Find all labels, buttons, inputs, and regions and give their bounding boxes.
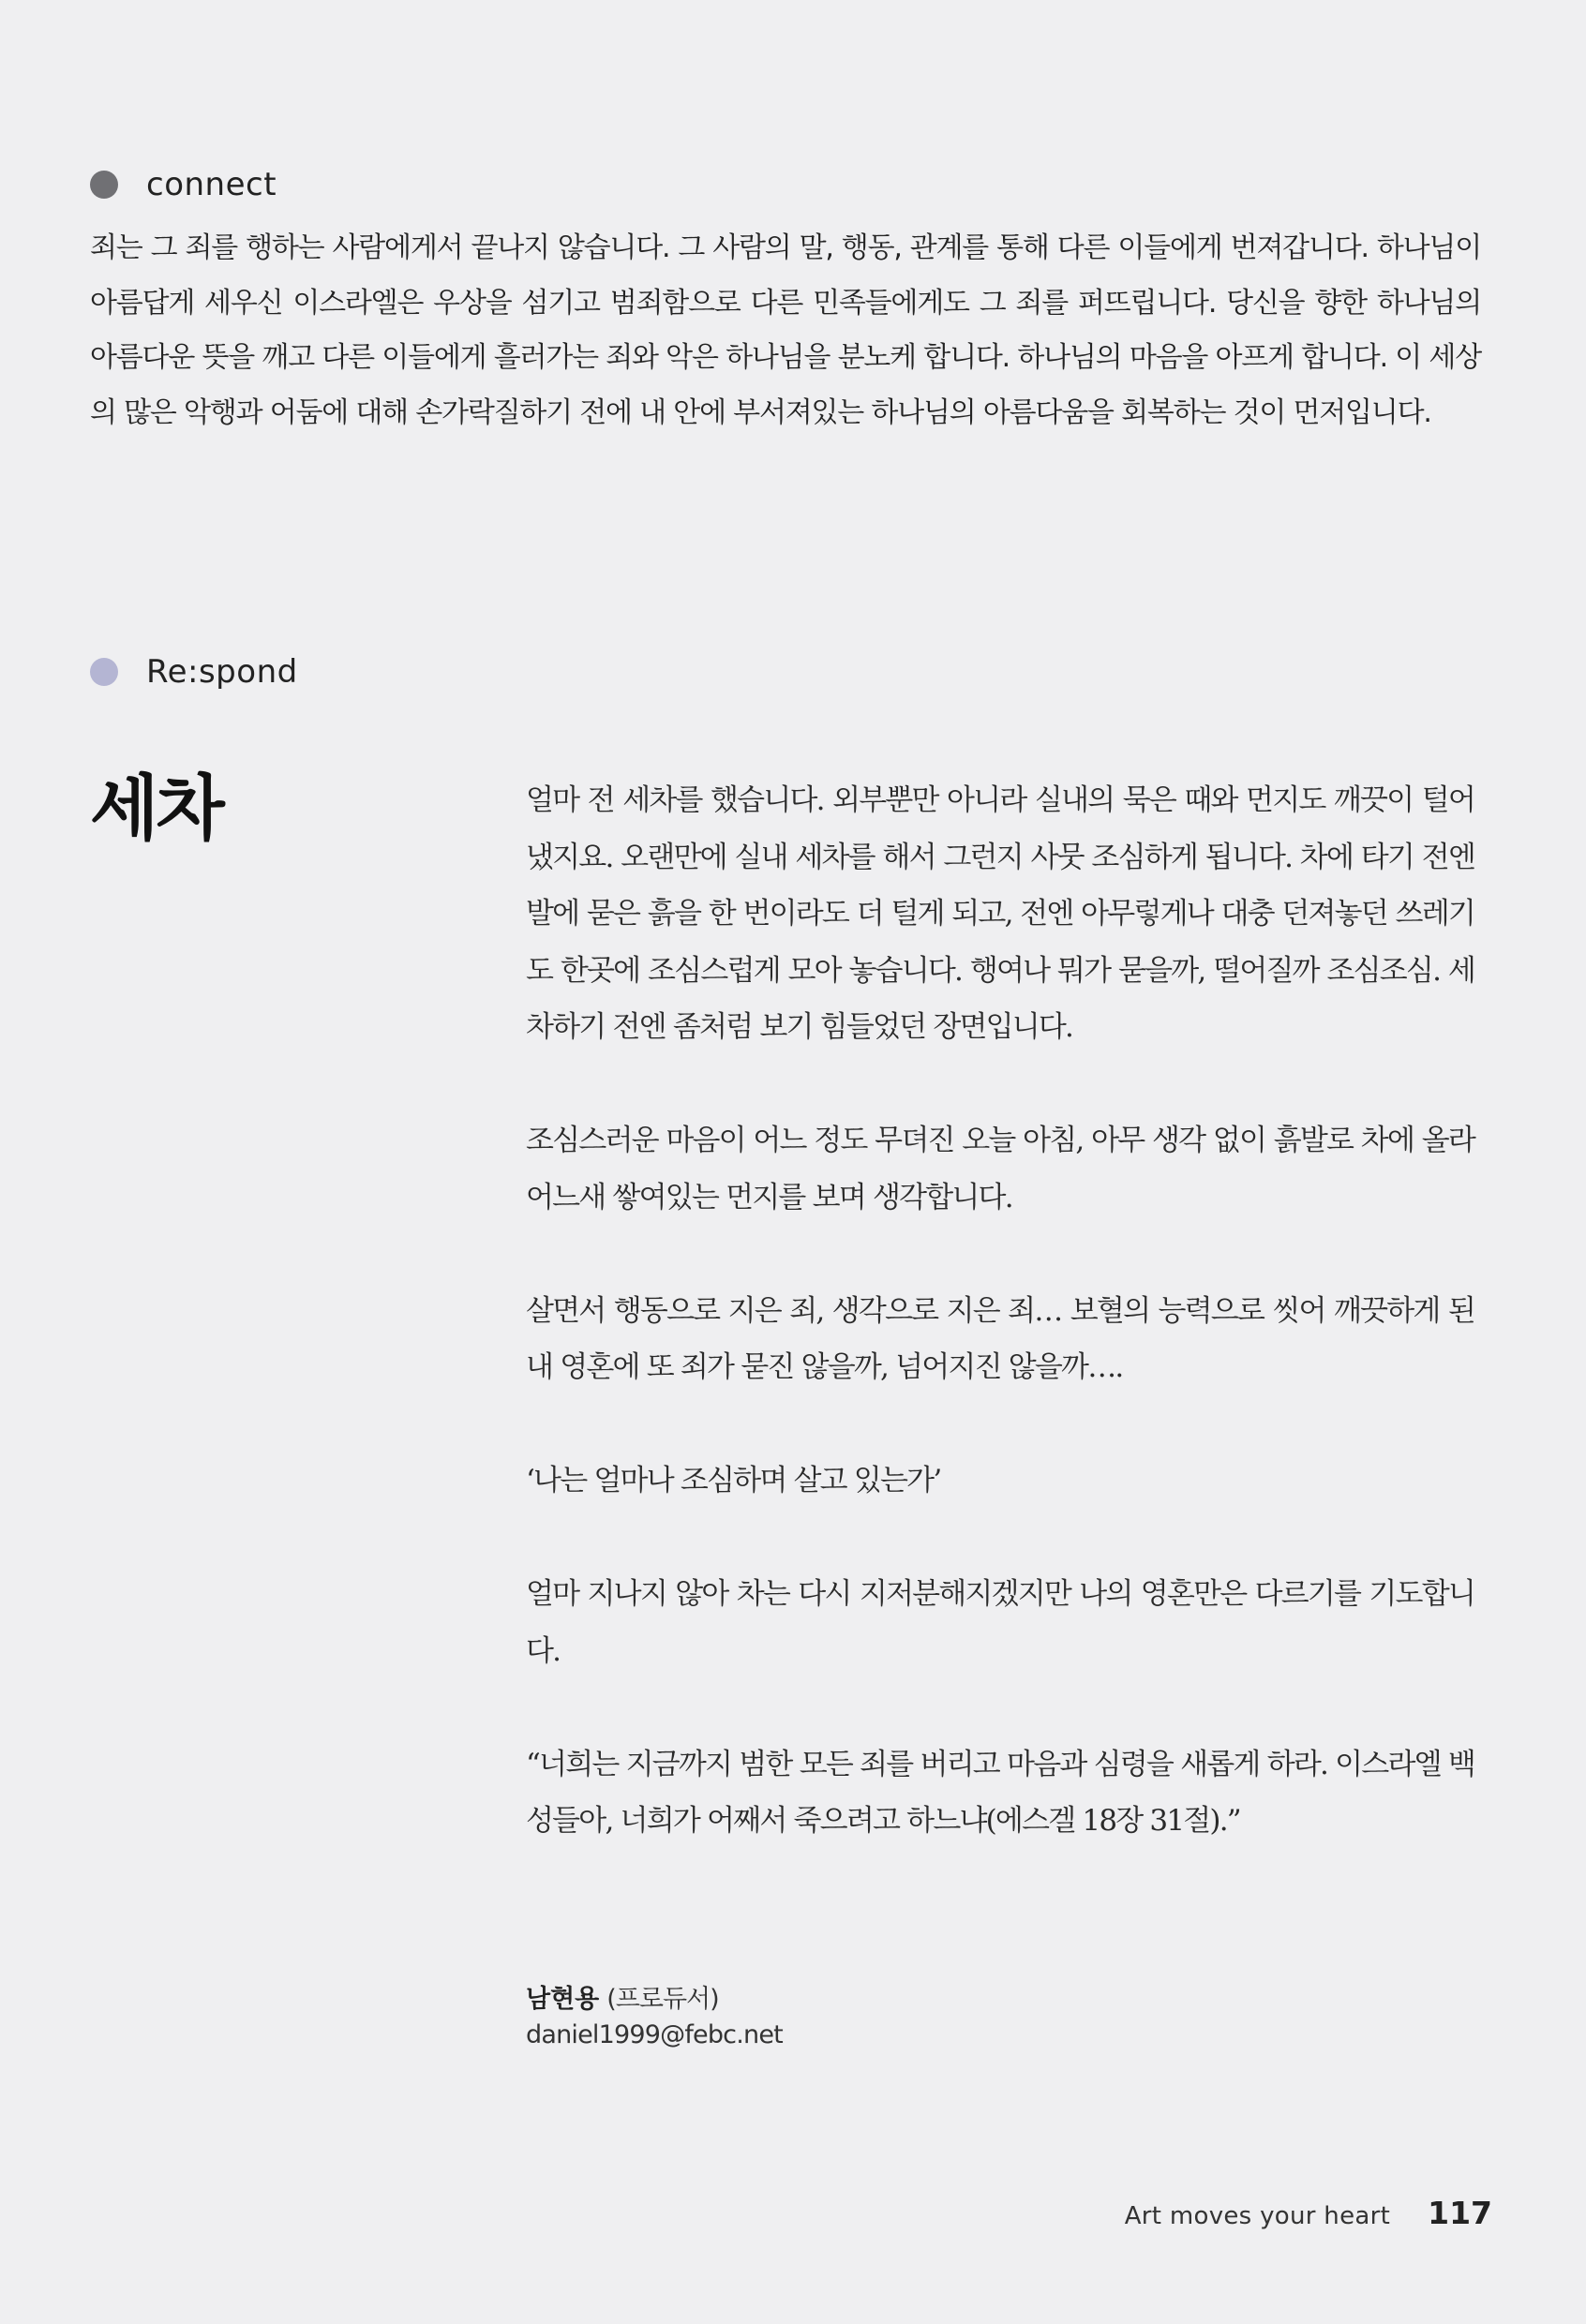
author-name: 남현용 [526, 1985, 600, 2014]
author-email: daniel1999@febc.net [526, 2020, 783, 2049]
body-paragraph: 얼마 지나지 않아 차는 다시 지저분해지겠지만 나의 영혼만은 다르기를 기도합니다. [526, 1577, 1474, 1668]
body-quote: “너희는 지금까지 범한 모든 죄를 버리고 마음과 심령을 새롭게 하라. 이스라엘 백성들아, 너희가 어째서 죽으려고 하느냐(에스겔 18장 31절).” [526, 1747, 1474, 1838]
body-paragraph: 얼마 전 세차를 했습니다. 외부뿐만 아니라 실내의 묵은 때와 먼지도 깨끗이 털어냈지요. 오랜만에 실내 세차를 해서 그런지 사뭇 조심하게 됩니다. 차에 타기 전엔 발에 묻은 흙을 한 번이라도 더 털게 되고, 전엔 아무렇게나 대충 던져놓던 쓰레기도 한곳에 조심스럽게 모아 놓습니다. 행여나 뭐가 묻을까, 떨어질까 조심조심. 세차하기 전엔 좀처럼 보기 힘들었던 장면입니다. [526, 783, 1474, 1044]
page-footer [1125, 2195, 1492, 2231]
author-role: (프로듀서) [606, 1985, 719, 2014]
footer-tagline: Art moves your heart [1124, 2202, 1391, 2230]
connect-paragraph: 죄는 그 죄를 행하는 사람에게서 끝나지 않습니다. 그 사람의 말, 행동, 관계를 통해 다른 이들에게 번져갑니다. 하나님이 아름답게 세우신 이스라엘은 우상을 섬기고 범죄함으로 다른 민족들에게도 그 죄를 퍼뜨립니다. 당신을 향한 하나님의 아름다운 뜻을 깨고 다른 이들에게 흘러가는 죄와 악은 하나님을 분노케 합니다. 하나님의 마음을 아프게 합니다. 이 세상의 많은 악행과 어둠에 대해 손가락질하기 전에 내 안에 부서져있는 하나님의 아름다움을 회복하는 것이 먼저입니다. [90, 231, 1481, 429]
author-block [526, 1982, 783, 2053]
body-paragraph: 살면서 행동으로 지은 죄, 생각으로 지은 죄… 보혈의 능력으로 씻어 깨끗하게 된 내 영혼에 또 죄가 묻진 않을까, 넘어지진 않을까…. [526, 1293, 1474, 1384]
respond-label: Re:spond [146, 653, 298, 691]
article-title: 세차 [90, 767, 222, 850]
page-number: 117 [1428, 2195, 1492, 2231]
connect-bullet-icon [90, 171, 118, 199]
respond-bullet-icon [90, 658, 118, 686]
article-body [526, 772, 1474, 1906]
respond-section-header [90, 653, 298, 691]
body-paragraph: 조심스러운 마음이 어느 정도 무뎌진 오늘 아침, 아무 생각 없이 흙발로 차에 올라 어느새 쌓여있는 먼지를 보며 생각합니다. [526, 1124, 1474, 1214]
connect-label: connect [146, 166, 277, 203]
connect-section-header [90, 166, 277, 203]
body-paragraph: ‘나는 얼마나 조심하며 살고 있는가’ [526, 1464, 941, 1497]
